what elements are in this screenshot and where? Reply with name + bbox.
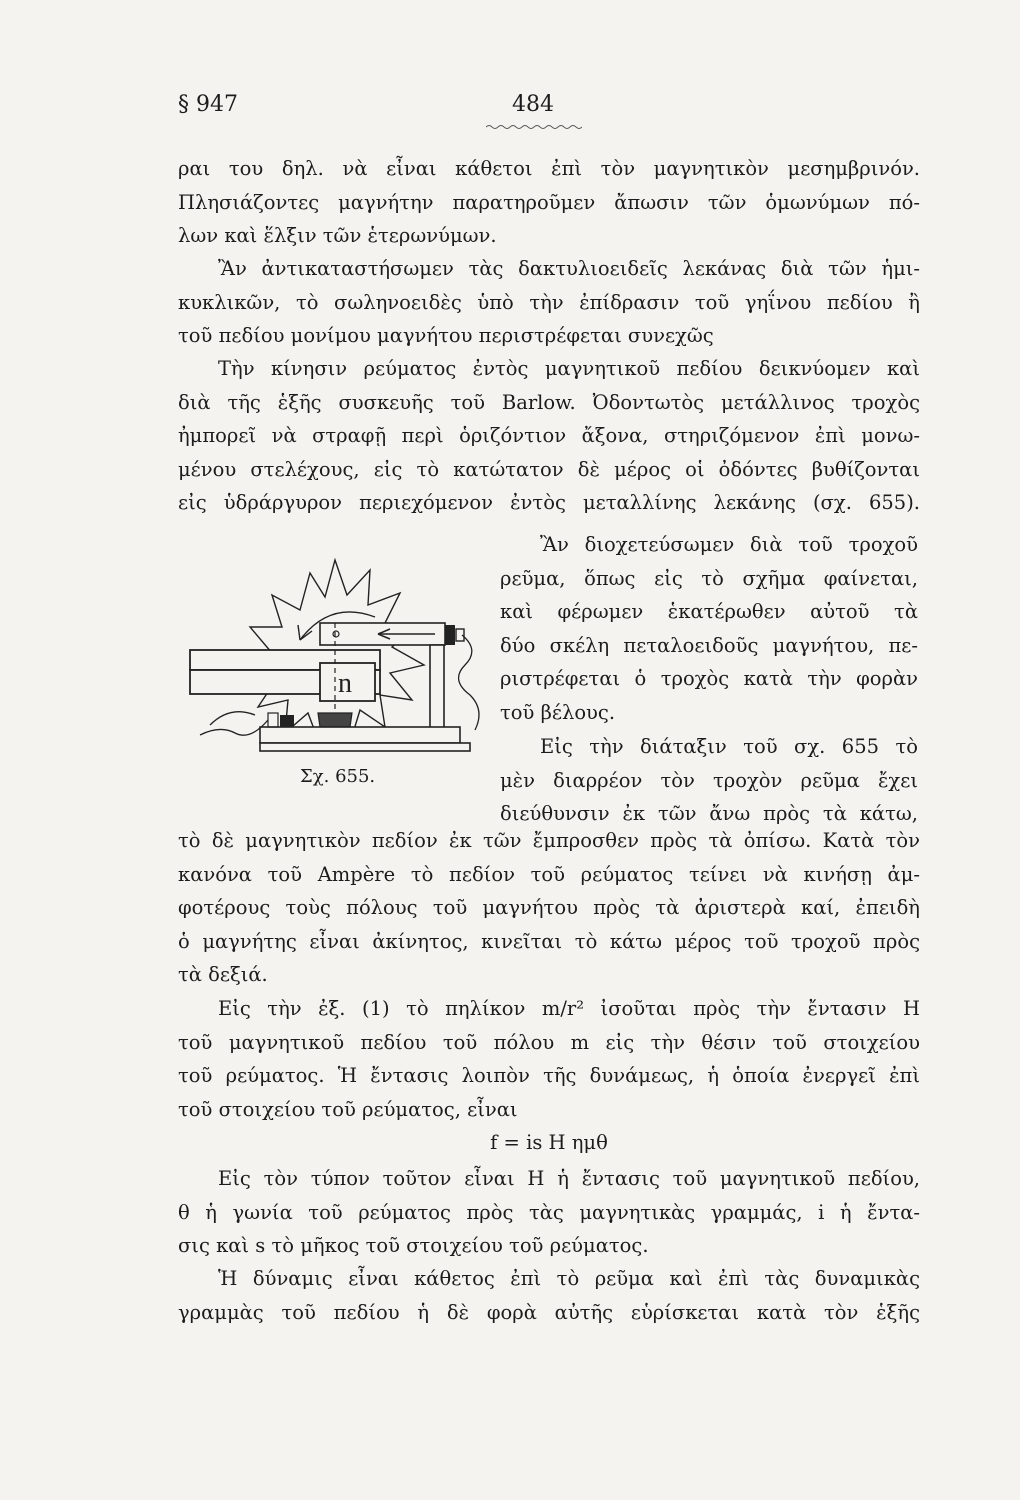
text-line: τοῦ μαγνητικοῦ πεδίου τοῦ πόλου m εἰς τὴν θέσιν τοῦ στοιχείου	[178, 1030, 920, 1054]
text-line: κυκλικῶν, τὸ σωληνοειδὲς ὑπὸ τὴν ἐπίδρασιν τοῦ γηΐνου πεδίου ἢ	[178, 290, 920, 314]
text-line: τοῦ βέλους.	[500, 700, 616, 724]
text-line: λων καὶ ἕλξιν τῶν ἑτερωνύμων.	[178, 224, 497, 248]
text-line: ριστρέφεται ὁ τροχὸς κατὰ τὴν φορὰν	[500, 667, 918, 691]
paragraph-4	[500, 528, 918, 730]
text-line: μένου στελέχους, εἰς τὸ κατώτατον δὲ μέρος οἱ ὀδόντες βυθίζονται	[178, 457, 920, 481]
text-line: εἰς ὑδράργυρον περιεχόμενον ἐντὸς μεταλλίνης λεκάνης (σχ. 655).	[178, 491, 920, 515]
paragraph-5	[178, 824, 920, 992]
figure-caption: Σχ. 655.	[300, 766, 376, 787]
text-line: Ἂν ἀντικαταστήσωμεν τὰς δακτυλιοειδεῖς λεκάνας διὰ τῶν ἡμι-	[218, 257, 920, 280]
paragraph-6	[178, 992, 920, 1126]
text-line: Τὴν κίνησιν ρεύματος ἐντὸς μαγνητικοῦ πεδίου δεικνύομεν καὶ	[218, 357, 920, 380]
text-line: διεύθυνσιν ἐκ τῶν ἄνω πρὸς τὰ κάτω,	[500, 802, 918, 826]
page-header	[178, 92, 918, 132]
text-line: θ ἡ γωνία τοῦ ρεύματος πρὸς τὰς μαγνητικὰς γραμμάς, i ἡ ἔντα-	[178, 1200, 920, 1224]
barlow-wheel-figure	[180, 555, 490, 795]
paragraph-2	[178, 252, 920, 353]
text-line: τοῦ στοιχείου τοῦ ρεύματος, εἶναι	[178, 1097, 518, 1121]
text-line: τοῦ πεδίου μονίμου μαγνήτου περιστρέφεται συνεχῶς	[178, 324, 714, 348]
page-number-ornament	[486, 124, 582, 130]
paragraph-8	[178, 1262, 920, 1329]
paragraph-5-right	[500, 730, 918, 831]
text-line: Εἰς τὸν τύπον τοῦτον εἶναι H ἡ ἔντασις τοῦ μαγνητικοῦ πεδίου,	[218, 1167, 920, 1190]
paragraph-3	[178, 352, 920, 520]
paragraph-top	[178, 152, 920, 253]
pole-label: n	[338, 668, 352, 699]
text-line: Εἰς τὴν ἐξ. (1) τὸ πηλίκον m/r² ἰσοῦται πρὸς τὴν ἔντασιν H	[218, 997, 920, 1020]
formula: f = is H ημθ	[490, 1131, 608, 1154]
text-line: ρεῦμα, ὅπως εἰς τὸ σχῆμα φαίνεται,	[500, 566, 918, 590]
text-line: Εἰς τὴν διάταξιν τοῦ σχ. 655 τὸ	[540, 735, 918, 758]
formula-block	[178, 1126, 920, 1160]
text-line: Ἡ δύναμις εἶναι κάθετος ἐπὶ τὸ ρεῦμα καὶ ἐπὶ τὰς δυναμικὰς	[218, 1267, 920, 1290]
text-line: τὰ δεξιά.	[178, 963, 268, 987]
text-line: δύο σκέλη πεταλοειδοῦς μαγνήτου, πε-	[500, 633, 918, 657]
text-line: ραι του δηλ. νὰ εἶναι κάθετοι ἐπὶ τὸν μαγνητικὸν μεσημβρινόν.	[178, 157, 920, 180]
text-line: ἠμπορεῖ νὰ στραφῇ περὶ ὁριζόντιον ἄξονα, στηριζόμενον ἐπὶ μονω-	[178, 424, 920, 448]
text-line: τοῦ ρεύματος. Ἡ ἔντασις λοιπὸν τῆς δυνάμεως, ἡ ὁποία ἐνεργεῖ ἐπὶ	[178, 1064, 920, 1088]
section-number: § 947	[178, 92, 238, 117]
text-line: φοτέρους τοὺς πόλους τοῦ μαγνήτου πρὸς τὰ ἀριστερὰ καί, ἐπειδὴ	[178, 896, 920, 920]
text-line: κανόνα τοῦ Ampère τὸ πεδίον τοῦ ρεύματος τείνει νὰ κινήσῃ ἀμ-	[178, 862, 920, 886]
page-number: 484	[512, 92, 554, 117]
text-line: γραμμὰς τοῦ πεδίου ἡ δὲ φορὰ αὐτῆς εὑρίσκεται κατὰ τὸν ἑξῆς	[178, 1300, 920, 1324]
text-line: σις καὶ s τὸ μῆκος τοῦ στοιχείου τοῦ ρεύματος.	[178, 1234, 649, 1258]
text-line: διὰ τῆς ἑξῆς συσκευῆς τοῦ Barlow. Ὀδοντωτὸς μετάλλινος τροχὸς	[178, 390, 920, 414]
text-line: Πλησιάζοντες μαγνήτην παρατηροῦμεν ἄπωσιν τῶν ὁμωνύμων πό-	[178, 190, 920, 214]
text-line: Ἂν διοχετεύσωμεν διὰ τοῦ τροχοῦ	[540, 533, 918, 556]
text-line: τὸ δὲ μαγνητικὸν πεδίον ἐκ τῶν ἔμπροσθεν πρὸς τὰ ὀπίσω. Κατὰ τὸν	[178, 829, 920, 852]
text-line: μὲν διαρρέον τὸν τροχὸν ρεῦμα ἔχει	[500, 768, 918, 792]
text-line: ὁ μαγνήτης εἶναι ἀκίνητος, κινεῖται τὸ κάτω μέρος τοῦ τροχοῦ πρὸς	[178, 929, 920, 953]
paragraph-7	[178, 1162, 920, 1263]
text-line: καὶ φέρωμεν ἑκατέρωθεν αὐτοῦ τὰ	[500, 600, 918, 624]
